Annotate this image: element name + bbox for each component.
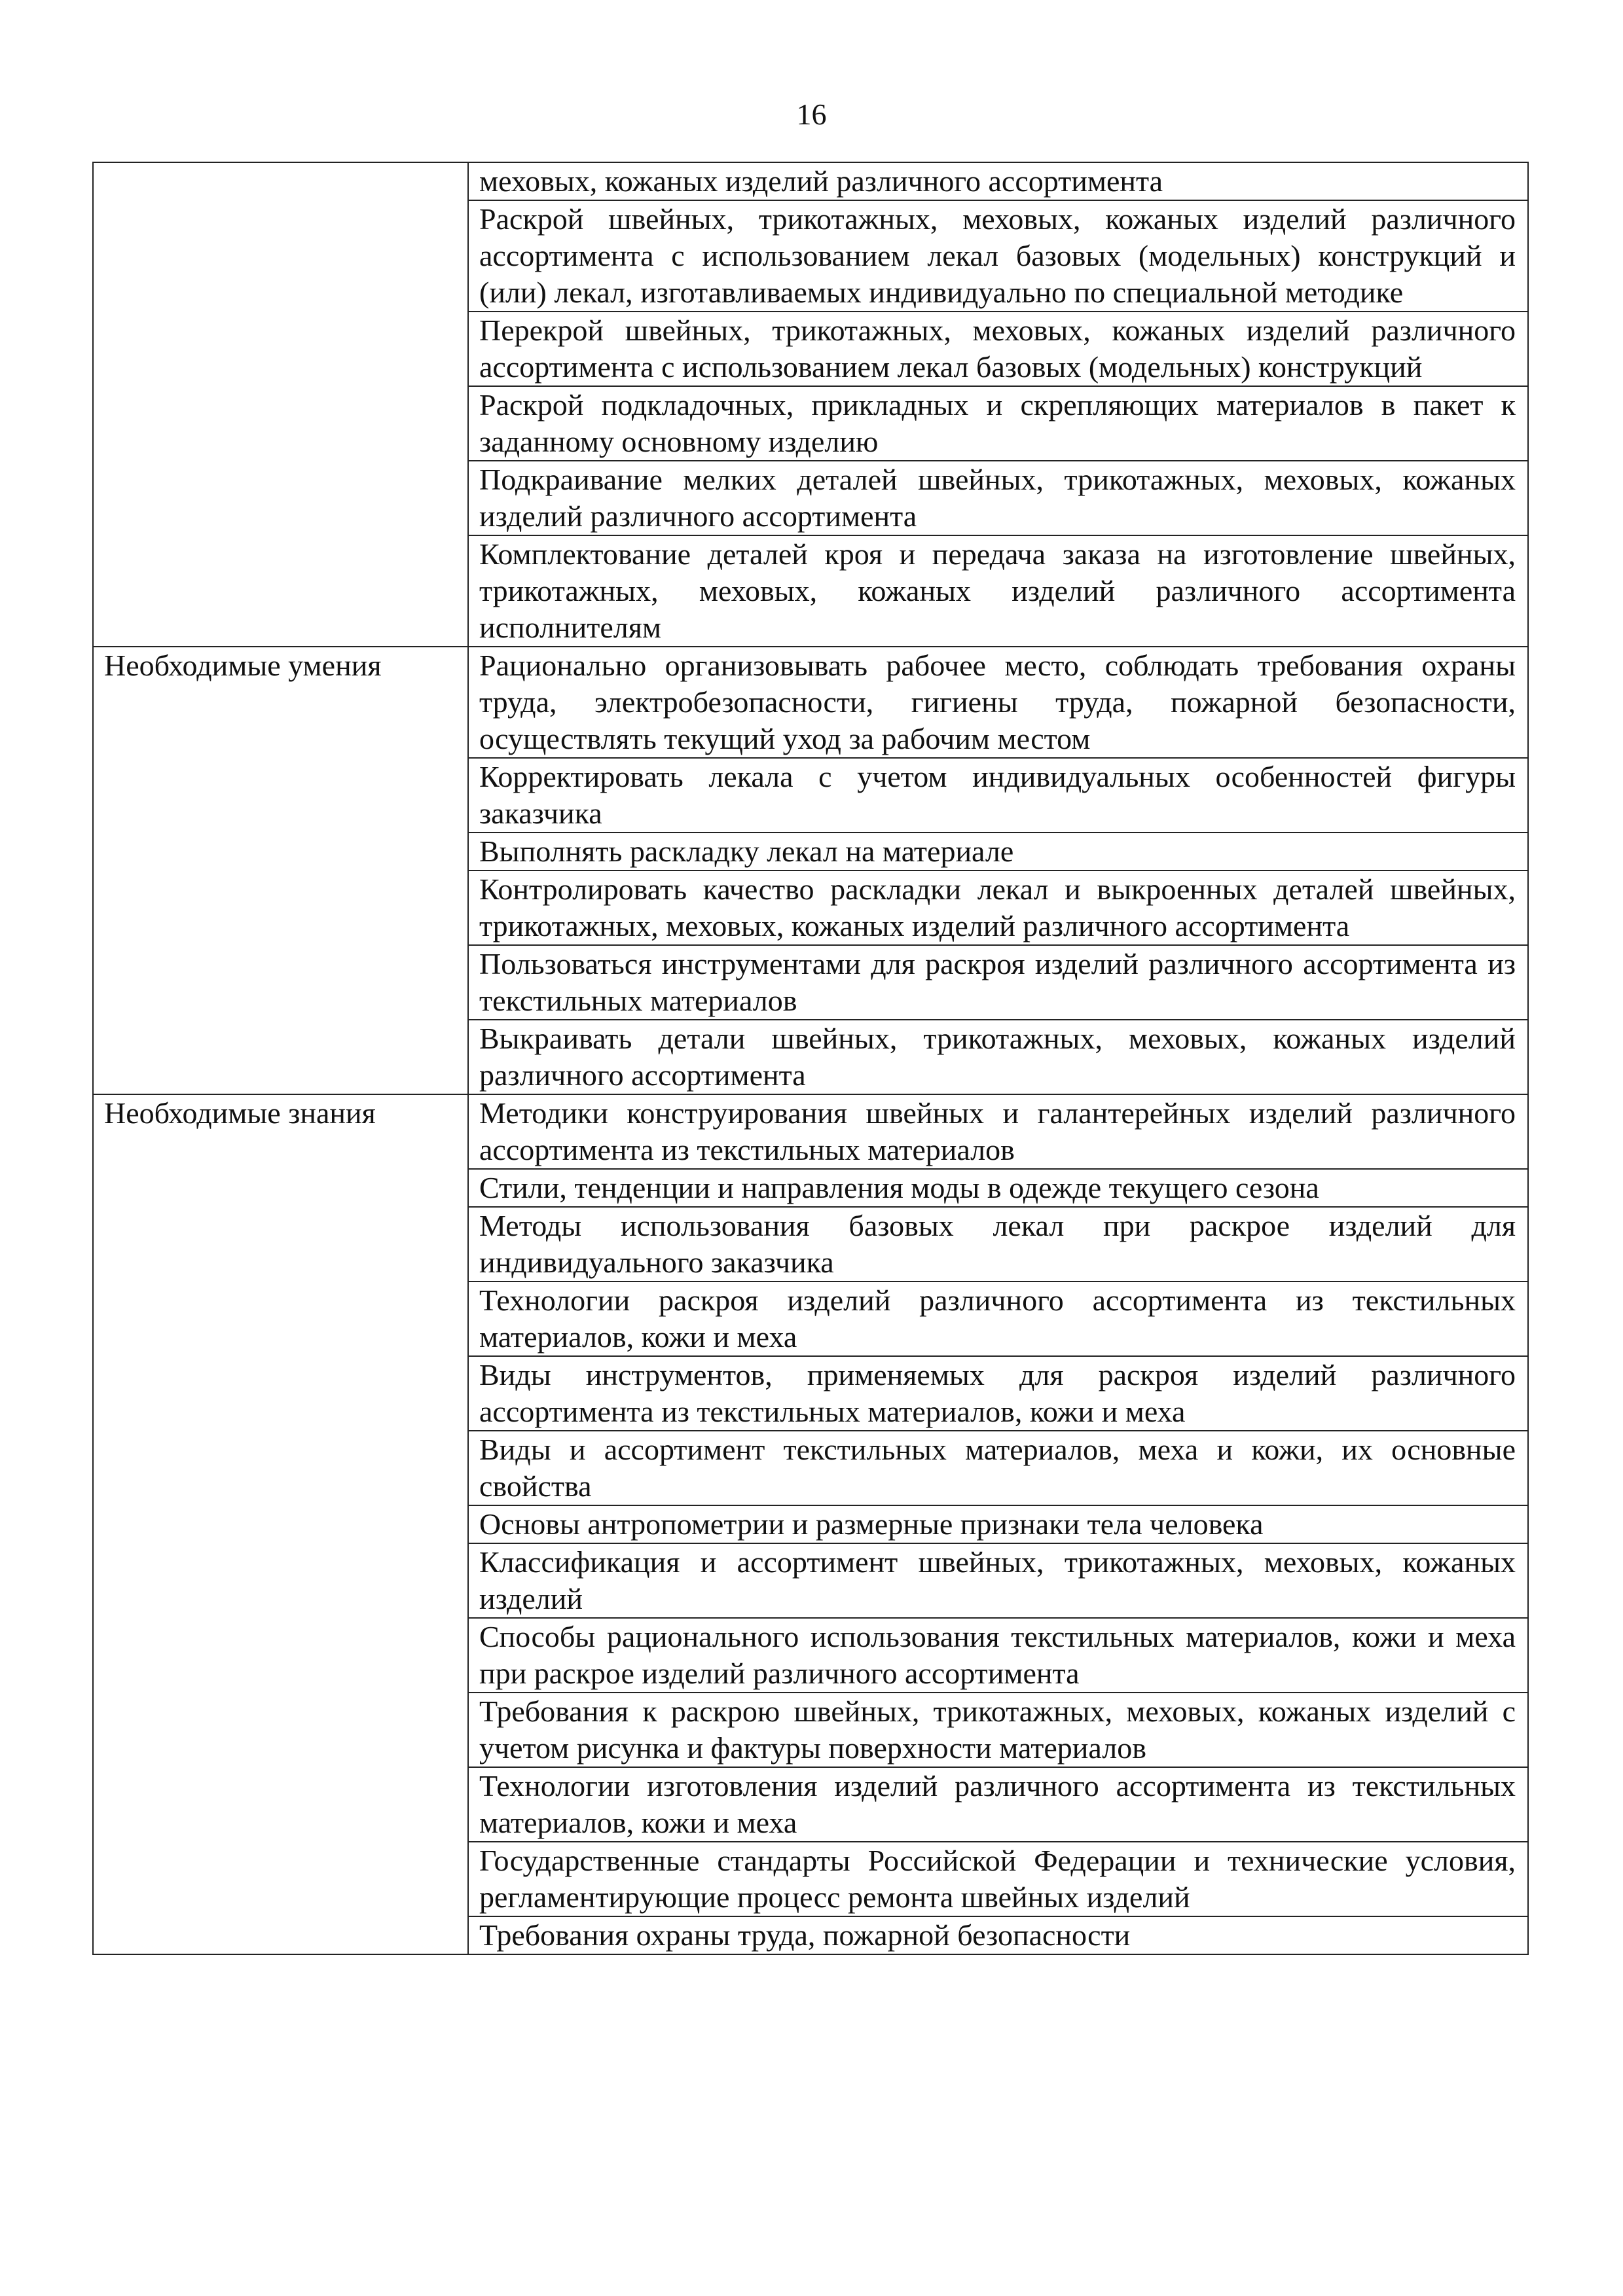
- table-cell: Классификация и ассортимент швейных, трикотажных, меховых, кожаных изделий: [468, 1543, 1528, 1618]
- table-cell: Подкраивание мелких деталей швейных, трикотажных, меховых, кожаных изделий различного ассортимента: [468, 461, 1528, 535]
- table-cell: Государственные стандарты Российской Федерации и технические условия, регламентирующие процесс ремонта швейных изделий: [468, 1842, 1528, 1916]
- table-cell: Методы использования базовых лекал при раскрое изделий для индивидуального заказчика: [468, 1207, 1528, 1282]
- table-cell: Раскрой подкладочных, прикладных и скрепляющих материалов в пакет к заданному основному изделию: [468, 386, 1528, 461]
- table-cell: Требования к раскрою швейных, трикотажных, меховых, кожаных изделий с учетом рисунка и фактуры поверхности материалов: [468, 1693, 1528, 1767]
- skills-label: Необходимые умения: [93, 647, 468, 1094]
- table-cell: Способы рационального использования текстильных материалов, кожи и меха при раскрое изделий различного ассортимента: [468, 1618, 1528, 1693]
- competency-table: [92, 162, 1529, 1955]
- knowledge-label: Необходимые знания: [93, 1094, 468, 1954]
- page-number: 16: [796, 98, 827, 131]
- table-cell: Раскрой швейных, трикотажных, меховых, кожаных изделий различного ассортимента с использованием лекал базовых (модельных) конструкций и (или) лекал, изготавливаемых индивидуально по специальной методике: [468, 200, 1528, 312]
- table-row: [93, 647, 1528, 758]
- table-cell: меховых, кожаных изделий различного ассортимента: [468, 162, 1528, 200]
- table-cell: Корректировать лекала с учетом индивидуальных особенностей фигуры заказчика: [468, 758, 1528, 833]
- table-cell: Выполнять раскладку лекал на материале: [468, 833, 1528, 870]
- table-cell: Технологии раскроя изделий различного ассортимента из текстильных материалов, кожи и меха: [468, 1282, 1528, 1356]
- table-cell: Стили, тенденции и направления моды в одежде текущего сезона: [468, 1169, 1528, 1207]
- table-row: [93, 162, 1528, 200]
- table-cell: Технологии изготовления изделий различного ассортимента из текстильных материалов, кожи и меха: [468, 1767, 1528, 1842]
- table-cell: Пользоваться инструментами для раскроя изделий различного ассортимента из текстильных материалов: [468, 945, 1528, 1020]
- table-cell: Методики конструирования швейных и галантерейных изделий различного ассортимента из текстильных материалов: [468, 1094, 1528, 1169]
- table-cell: Контролировать качество раскладки лекал и выкроенных деталей швейных, трикотажных, меховых, кожаных изделий различного ассортимента: [468, 870, 1528, 945]
- empty-label-cell: [93, 162, 468, 647]
- table-cell: Рационально организовывать рабочее место, соблюдать требования охраны труда, электробезопасности, гигиены труда, пожарной безопасности, осуществлять текущий уход за рабочим местом: [468, 647, 1528, 758]
- table-cell: Комплектование деталей кроя и передача заказа на изготовление швейных, трикотажных, меховых, кожаных изделий различного ассортимента исполнителям: [468, 535, 1528, 647]
- table-cell: Основы антропометрии и размерные признаки тела человека: [468, 1505, 1528, 1543]
- table-cell: Перекрой швейных, трикотажных, меховых, кожаных изделий различного ассортимента с использованием лекал базовых (модельных) конструкций: [468, 312, 1528, 386]
- table-cell: Виды инструментов, применяемых для раскроя изделий различного ассортимента из текстильных материалов, кожи и меха: [468, 1356, 1528, 1431]
- table-cell: Виды и ассортимент текстильных материалов, меха и кожи, их основные свойства: [468, 1431, 1528, 1505]
- table-cell: Требования охраны труда, пожарной безопасности: [468, 1916, 1528, 1954]
- table-cell: Выкраивать детали швейных, трикотажных, меховых, кожаных изделий различного ассортимента: [468, 1020, 1528, 1094]
- table-row: [93, 1094, 1528, 1169]
